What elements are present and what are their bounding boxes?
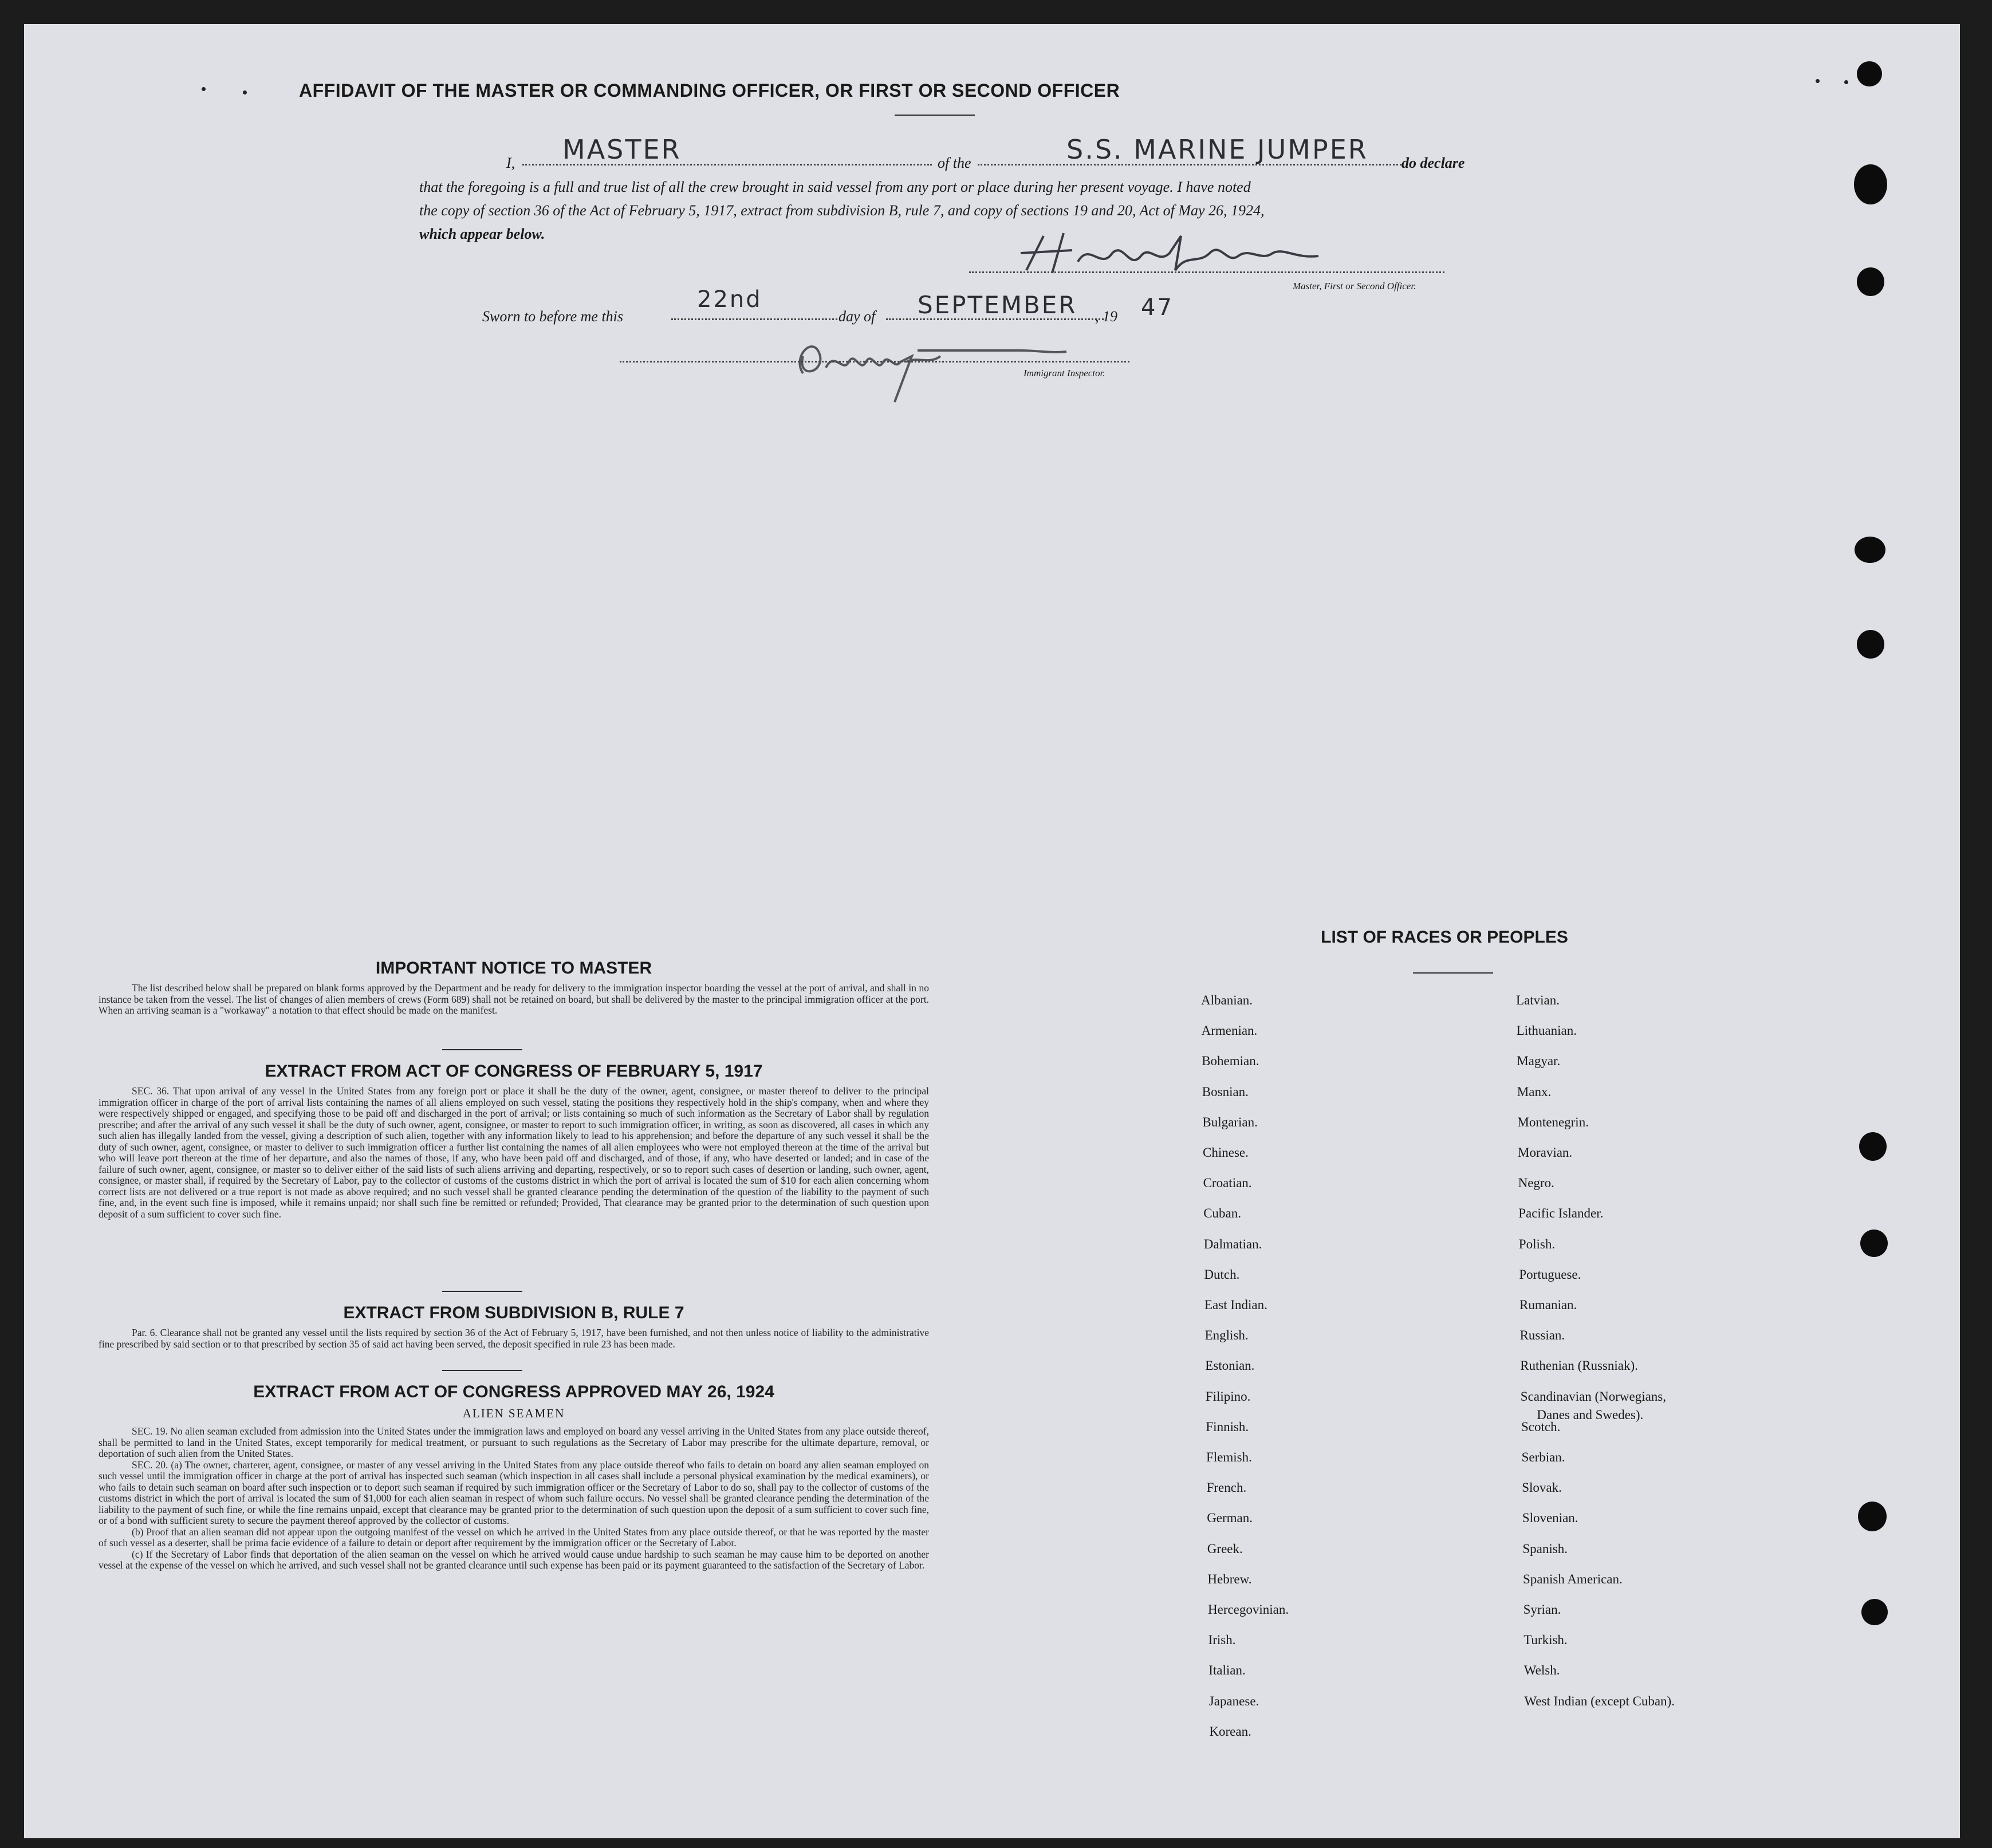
sec-36-paragraph: SEC. 36. That upon arrival of any vessel in the United States from any foreign port or place it shall be the duty of the owner, agent, consignee, or master thereof to deliver to the principal immigration officer in charge of the port of arrival lists containing the names of all aliens employed on such vessel, stating the positions they respectively hold in the ship's company, when and where they were respectively shipped or engaged, and specifying those to be paid off and discharged in the port of arrival; or lists containing so much of such information as the Secretary of Labor shall by regulation prescribe; and after the arrival of any such vessel it shall be the duty of such owner, agent, consignee, or master to report to such immigration officer, in writing, as soon as discovered, all cases in which any such alien has illegally landed from the vessel, giving a description of such alien, together with any information likely to lead to his apprehension; and before the departure of any such vessel it shall be the duty of such owner, agent, consignee, or master to deliver to such immigration officer a further list containing the names of all alien employees who were not employed thereon at the time of the arrival but who will leave port thereon at the time of her departure, and also the names of those, if any, who have been paid off and discharged, and of those, if any, who have deserted or landed; and in case of the failure of such owner, agent, consignee, or master so to deliver either of the said lists of such aliens arriving and departing, respectively, or so to report such cases of desertion or landing, such owner, agent, consignee, or master shall, if required by the Secretary of Labor, pay to the collector of customs of the customs district in which the port of arrival is located the sum of $10 for each alien concerning whom correct lists are not delivered or a true report is not made as above required; and no such vessel shall be granted clearance pending the determination of the question of the liability to the payment of such fine, and, in the event such fine is imposed, while it remains unpaid; nor shall such fine be remitted or refunded; Provided, That clearance may be granted prior to the determination of such question upon deposit of a sum sufficient to cover such fine. xyxy=(99,1085,929,1220)
extract-rule7-title: EXTRACT FROM SUBDIVISION B, RULE 7 xyxy=(343,1303,684,1322)
race-item: Slovak. xyxy=(1522,1480,1562,1495)
race-item: German. xyxy=(1207,1511,1253,1526)
race-item: Irish. xyxy=(1208,1633,1236,1648)
speck-mark xyxy=(243,90,247,94)
officer-signature xyxy=(1009,230,1330,282)
affidavit-title: AFFIDAVIT OF THE MASTER OR COMMANDING OFFICER, OR FIRST OR SECOND OFFICER xyxy=(299,80,1120,101)
day-field-line xyxy=(671,318,837,320)
do-declare-label: do declare xyxy=(1402,155,1465,171)
race-item: Greek. xyxy=(1207,1541,1243,1556)
race-item: Italian. xyxy=(1208,1663,1246,1678)
race-item: Portuguese. xyxy=(1519,1267,1581,1282)
race-item: Bulgarian. xyxy=(1202,1114,1258,1129)
punch-hole xyxy=(1857,61,1882,86)
day-field-value: 22nd xyxy=(697,286,762,313)
speck-mark xyxy=(1844,80,1848,84)
document-page xyxy=(24,24,1960,1838)
race-item: Dutch. xyxy=(1204,1267,1240,1282)
notice-text xyxy=(99,983,929,1016)
declaration-line-3: which appear below. xyxy=(419,226,545,242)
punch-hole xyxy=(1854,164,1887,204)
extract-1924-text xyxy=(99,1426,929,1571)
race-item: Pacific Islander. xyxy=(1518,1206,1604,1221)
race-item: Filipino. xyxy=(1205,1389,1251,1404)
officer-signature-line xyxy=(969,271,1444,273)
race-item: Slovenian. xyxy=(1522,1511,1578,1526)
race-item: Chinese. xyxy=(1203,1145,1249,1160)
race-item: Hebrew. xyxy=(1207,1571,1252,1586)
day-of-label: day of xyxy=(838,308,876,325)
race-item: Manx. xyxy=(1517,1084,1552,1099)
month-field-value: SEPTEMBER xyxy=(918,291,1077,319)
sec-19-paragraph: SEC. 19. No alien seaman excluded from admission into the United States under the immigration laws and employed on board any vessel arriving in the United States from any place outside thereof, shall be permitted to land in the United States, except temporarily for medical treatment, or pursuant to such regulations as the Secretary of Labor may prescribe for the ultimate departure, removal, or deportation of such alien from the United States. xyxy=(99,1425,929,1459)
race-item: Finnish. xyxy=(1206,1419,1249,1434)
inspector-signature xyxy=(780,322,1101,408)
races-divider xyxy=(1413,972,1493,974)
inspector-caption: Immigrant Inspector. xyxy=(1023,368,1105,379)
extract-1917-title: EXTRACT FROM ACT OF CONGRESS OF FEBRUARY 5, 1917 xyxy=(265,1062,763,1081)
race-item: East Indian. xyxy=(1204,1298,1267,1312)
officer-caption: Master, First or Second Officer. xyxy=(1293,281,1416,291)
race-item: Japanese. xyxy=(1208,1693,1259,1708)
par-6-paragraph: Par. 6. Clearance shall not be granted any vessel until the lists required by section 36 of the Act of February 5, 1917, have been furnished, and not then unless notice of liability to the administrative fine prescribed by said section or to that prescribed by section 35 of said act having been served, the deposit specified in rule 23 has been made. xyxy=(99,1327,929,1350)
punch-hole xyxy=(1860,1230,1888,1257)
extract-1917-text xyxy=(99,1086,929,1220)
title-divider xyxy=(895,115,975,116)
race-item: Moravian. xyxy=(1518,1145,1573,1160)
race-item: Hercegovinian. xyxy=(1208,1602,1289,1617)
race-item: Scotch. xyxy=(1521,1419,1561,1434)
punch-hole xyxy=(1857,267,1884,296)
race-item: Danes and Swedes). xyxy=(1537,1407,1644,1422)
race-item: Magyar. xyxy=(1517,1054,1561,1069)
section-divider xyxy=(442,1291,522,1292)
race-item: West Indian (except Cuban). xyxy=(1524,1693,1675,1708)
sec-20c-paragraph: (c) If the Secretary of Labor finds that deportation of the alien seaman on the vessel on which he arrived would cause undue hardship to such seaman he may cause him to be deported on another vessel at the expense of the vessel on which he arrived, and such vessel shall not be granted clearance until such expense has been paid or its payment guaranteed to the satisfaction of the Secretary of Labor. xyxy=(99,1548,929,1571)
races-title: LIST OF RACES OR PEOPLES xyxy=(1321,928,1568,947)
notice-title: IMPORTANT NOTICE TO MASTER xyxy=(375,959,652,978)
declaration-line-1: that the foregoing is a full and true list of all the crew brought in said vessel from any port or place during her present voyage. I have noted xyxy=(419,179,1251,195)
race-item: Flemish. xyxy=(1206,1450,1252,1464)
sworn-label: Sworn to before me this xyxy=(482,308,624,325)
race-item: Turkish. xyxy=(1523,1633,1568,1648)
race-item: Cuban. xyxy=(1203,1206,1241,1221)
race-item: Syrian. xyxy=(1523,1602,1561,1617)
alien-seamen-subtitle: ALIEN SEAMEN xyxy=(462,1406,565,1420)
speck-mark xyxy=(1816,79,1820,83)
of-the-label: of the xyxy=(938,155,971,171)
race-item: English. xyxy=(1204,1328,1249,1343)
race-item: Korean. xyxy=(1209,1724,1251,1739)
punch-hole xyxy=(1855,537,1885,563)
extract-1924-title: EXTRACT FROM ACT OF CONGRESS APPROVED MAY 26, 1924 xyxy=(253,1382,774,1401)
race-item: Ruthenian (Russniak). xyxy=(1520,1358,1638,1373)
inspector-signature-line xyxy=(620,361,1129,362)
race-item: Armenian. xyxy=(1201,1023,1258,1038)
race-item: Serbian. xyxy=(1521,1450,1565,1464)
speck-mark xyxy=(202,87,206,91)
punch-hole xyxy=(1857,630,1884,659)
race-item: Bosnian. xyxy=(1202,1084,1249,1099)
race-item: Albanian. xyxy=(1201,993,1253,1007)
punch-hole xyxy=(1861,1599,1888,1625)
race-item: Lithuanian. xyxy=(1516,1023,1577,1038)
punch-hole xyxy=(1859,1132,1887,1161)
master-field-value: MASTER xyxy=(562,134,682,165)
race-item: Spanish. xyxy=(1522,1541,1568,1556)
section-divider xyxy=(442,1049,522,1050)
race-item: Welsh. xyxy=(1523,1663,1560,1678)
race-item: Rumanian. xyxy=(1519,1298,1577,1312)
race-item: Negro. xyxy=(1518,1176,1554,1191)
race-item: Dalmatian. xyxy=(1203,1236,1262,1251)
race-item: Montenegrin. xyxy=(1517,1114,1589,1129)
punch-hole xyxy=(1858,1502,1887,1531)
race-item: Estonian. xyxy=(1205,1358,1255,1373)
race-item: Croatian. xyxy=(1203,1176,1252,1191)
vessel-field-value: S.S. MARINE JUMPER xyxy=(1066,134,1368,165)
i-label: I, xyxy=(506,155,515,171)
year-prefix: , 19 xyxy=(1095,308,1117,325)
race-item: Scandinavian (Norwegians, xyxy=(1520,1389,1666,1404)
year-value: 47 xyxy=(1141,294,1174,321)
race-item: Spanish American. xyxy=(1523,1571,1623,1586)
race-item: Polish. xyxy=(1518,1236,1556,1251)
sec-20a-paragraph: SEC. 20. (a) The owner, charterer, agent, consignee, or master of any vessel arriving in the United States from any place outside thereof who fails to detain on board any alien seaman employed on such vessel until the immigration officer in charge at the port of arrival has inspected such seaman (which inspection in all cases shall include a personal physical examination by the medical examiners), or who fails to detain such seaman on board after such inspection or to deport such seaman if required by such immigration officer or the Secretary of Labor to do so, shall pay to the collector of customs of the customs district in which the port of arrival is located the sum of $1,000 for each alien seaman in respect of whom such failure occurs. No vessel shall be granted clearance pending the determination of the liability to the payment of such fine, or while the fine remains unpaid, except that clearance may be granted prior to the determination of such question upon the deposit of a sum sufficient to cover such fine, or of a bond with sufficient surety to secure the payment thereof approved by the collector of customs. xyxy=(99,1459,929,1526)
notice-paragraph: The list described below shall be prepared on blank forms approved by the Department and be ready for delivery to the immigration inspector boarding the vessel at the port of arrival, and shall in no instance be taken from the vessel. The list of changes of alien members of crews (Form 689) shall not be retained on board, but shall be delivered by the master to the principal immigration officer at the port. When an arriving seaman is a "workaway" a notation to that effect should be made on the manifest. xyxy=(99,982,929,1016)
race-item: Russian. xyxy=(1519,1328,1565,1343)
section-divider xyxy=(442,1370,522,1371)
race-item: Bohemian. xyxy=(1202,1054,1259,1069)
race-item: French. xyxy=(1206,1480,1247,1495)
declaration-line-2: the copy of section 36 of the Act of February 5, 1917, extract from subdivision B, rule 7, and copy of sections 19 and 20, Act of May 26, 1924, xyxy=(419,202,1265,219)
race-item: Latvian. xyxy=(1516,993,1560,1007)
extract-rule7-text xyxy=(99,1327,929,1350)
sec-20b-paragraph: (b) Proof that an alien seaman did not appear upon the outgoing manifest of the vessel on which he arrived in the United States from any place outside thereof, or that he was reported by the master of such vessel as a deserter, shall be prima facie evidence of a failure to detain or deport after requirement by the immigration officer or the Secretary of Labor. xyxy=(99,1526,929,1548)
